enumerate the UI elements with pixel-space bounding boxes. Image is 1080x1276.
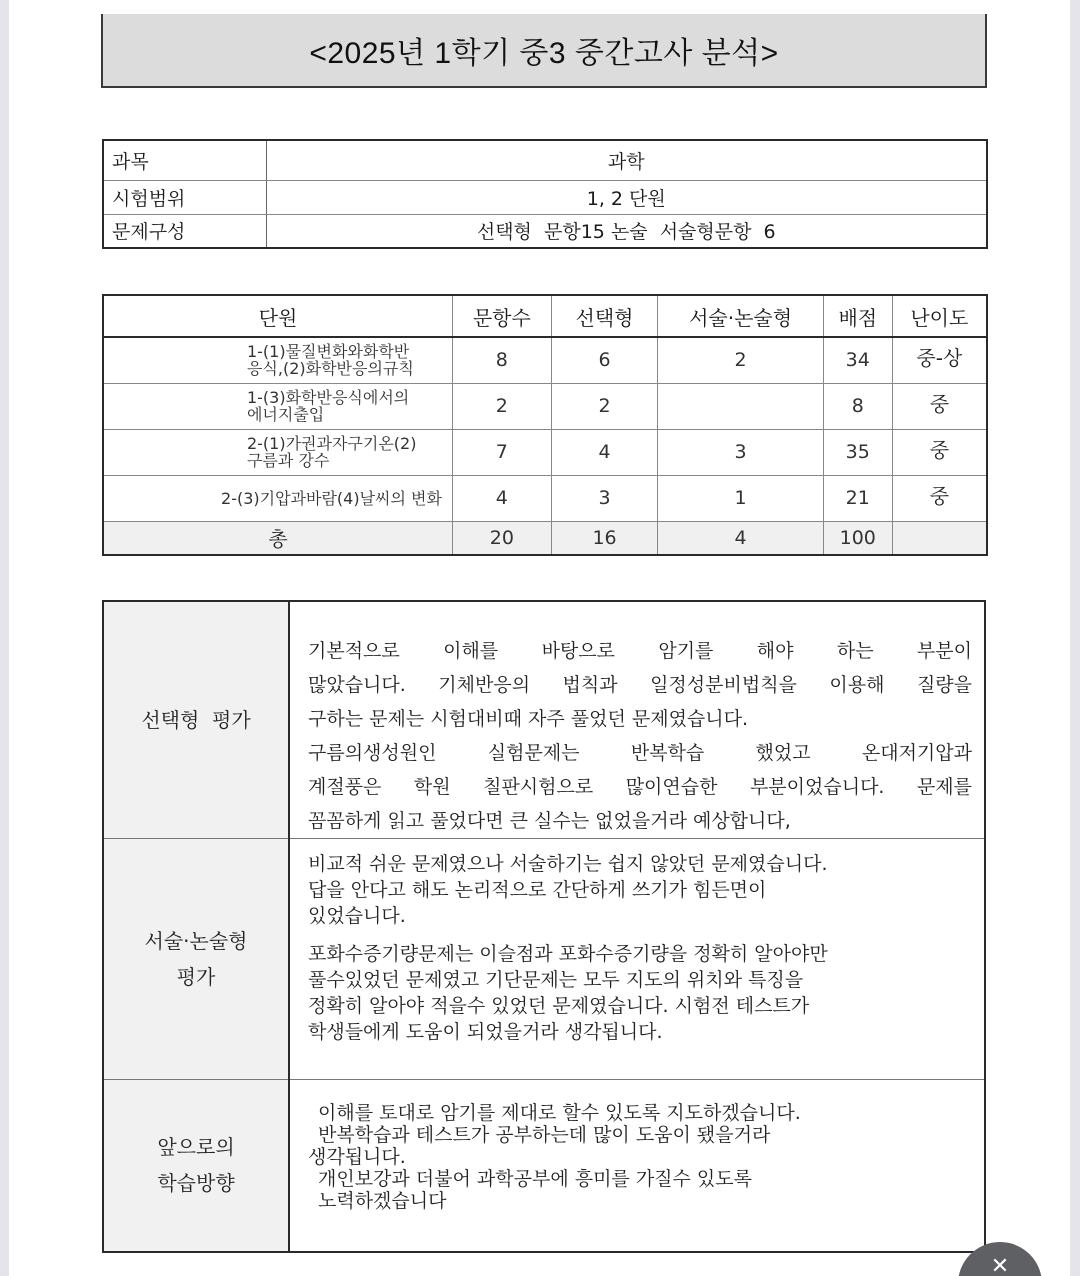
unit-name (103, 383, 452, 429)
choice-cell: 2 (551, 383, 658, 429)
info-row-subject (103, 140, 987, 180)
header-score: 배점 (823, 295, 892, 337)
info-row-composition (103, 214, 987, 248)
future-direction-row (103, 1080, 985, 1252)
text-line: 이해를 토대로 암기를 제대로 할수 있도록 지도하겠습니다. (318, 1102, 801, 1124)
label-line: 앞으로의 (157, 1135, 235, 1160)
unit-line: 에너지출입 (246, 405, 325, 424)
text-line: 꼼꼼하게 읽고 풀었다면 큰 실수는 없었을거라 예상합니다, (308, 810, 791, 832)
info-value: 선택형 문항15 논술 서술형문항 6 (266, 214, 987, 248)
text-line: 기본적으로 이해를 바탕으로 암기를 해야 하는 부분이 (308, 640, 972, 662)
choice-evaluation-text (289, 601, 985, 839)
count-cell: 8 (452, 337, 551, 383)
left-edge-strip (0, 0, 9, 1276)
essay-evaluation-row (103, 839, 985, 1080)
text-line: 많았습니다. 기체반응의 법칙과 일정성분비법칙을 이용해 질량을 (308, 674, 972, 696)
difficulty-cell: 중 (892, 429, 987, 475)
table-row (103, 475, 987, 521)
choice-cell: 6 (551, 337, 658, 383)
total-score: 100 (823, 521, 892, 555)
future-direction-label (103, 1080, 289, 1252)
total-count: 20 (452, 521, 551, 555)
text-line: 비교적 쉬운 문제였으나 서술하기는 쉽지 않았던 문제였습니다. (308, 853, 828, 875)
text-line: 정확히 알아야 적을수 있었던 문제였습니다. 시험전 테스트가 (308, 995, 810, 1017)
essay-cell: 2 (658, 337, 823, 383)
total-essay: 4 (658, 521, 823, 555)
document-title: <2025년 1학기 중3 중간고사 분석> (309, 37, 779, 70)
label-line: 서술·논술형 (144, 929, 248, 953)
count-cell: 7 (452, 429, 551, 475)
text-line: 생각됩니다. (308, 1146, 406, 1168)
right-edge-strip (1070, 0, 1080, 1276)
header-essay: 서술·논술형 (658, 295, 823, 337)
total-difficulty (892, 521, 987, 555)
info-label: 문제구성 (103, 214, 266, 248)
count-cell: 2 (452, 383, 551, 429)
label-line: 학습방향 (157, 1171, 235, 1196)
unit-name (103, 429, 452, 475)
text-line: 답을 안다고 해도 논리적으로 간단하게 쓰기가 힘든면이 (308, 879, 767, 901)
header-choice: 선택형 (551, 295, 658, 337)
header-difficulty: 난이도 (892, 295, 987, 337)
label-line: 평가 (176, 965, 216, 989)
info-row-range (103, 180, 987, 214)
text-line: 계절풍은 학원 칠판시험으로 많이연습한 부분이었습니다. 문제를 (308, 776, 972, 798)
text-line: 포화수증기량문제는 이슬점과 포화수증기량을 정확히 알아야만 (308, 943, 828, 965)
text-line: 개인보강과 더불어 과학공부에 흥미를 가질수 있도록 (318, 1168, 752, 1190)
essay-cell: 1 (658, 475, 823, 521)
unit-line: 2-(3)기압과바람(4)날씨의 변화 (221, 488, 442, 508)
essay-evaluation-label (103, 839, 289, 1080)
score-cell: 21 (823, 475, 892, 521)
unit-line: 2-(1)가권과자구기온(2) (246, 434, 417, 453)
document-title-box (101, 14, 987, 88)
total-choice: 16 (551, 521, 658, 555)
count-cell: 4 (452, 475, 551, 521)
unit-stats-table (102, 294, 988, 556)
choice-evaluation-label: 선택형 평가 (103, 601, 289, 839)
score-cell: 8 (823, 383, 892, 429)
unit-line: 구름과 강수 (246, 451, 330, 470)
future-direction-text (289, 1080, 985, 1252)
table-row (103, 429, 987, 475)
evaluation-table (102, 600, 986, 1253)
close-icon: ✕ (990, 1254, 1010, 1276)
unit-name (103, 337, 452, 383)
header-count: 문항수 (452, 295, 551, 337)
unit-line: 응식,(2)화학반응의규칙 (246, 359, 414, 379)
choice-cell: 3 (551, 475, 658, 521)
text-line: 반복학습과 테스트가 공부하는데 많이 도움이 됐을거라 (318, 1124, 771, 1146)
text-line: 학생들에게 도움이 되었을거라 생각됩니다. (308, 1021, 663, 1043)
difficulty-cell: 중 (892, 383, 987, 429)
score-cell: 34 (823, 337, 892, 383)
unit-line: 1-(3)화학반응식에서의 (246, 388, 410, 407)
choice-evaluation-row (103, 601, 985, 839)
difficulty-cell: 중-상 (892, 337, 987, 383)
unit-line: 1-(1)물질변화와화학반 (246, 342, 410, 362)
choice-cell: 4 (551, 429, 658, 475)
exam-info-table (102, 139, 988, 249)
unit-name (103, 475, 452, 521)
info-value: 과학 (266, 140, 987, 180)
text-line: 구름의생성원인 실험문제는 반복학습 했었고 온대저기압과 (308, 742, 972, 764)
text-line: 있었습니다. (308, 905, 406, 927)
difficulty-cell: 중 (892, 475, 987, 521)
table-row (103, 337, 987, 383)
score-cell: 35 (823, 429, 892, 475)
essay-cell (658, 383, 823, 429)
stats-header-row (103, 295, 987, 337)
text-line: 풀수있었던 문제였고 기단문제는 모두 지도의 위치와 특징을 (308, 969, 804, 991)
essay-cell: 3 (658, 429, 823, 475)
text-line: 구하는 문제는 시험대비때 자주 풀었던 문제였습니다. (308, 708, 749, 730)
essay-evaluation-text (289, 839, 985, 1080)
total-label: 총 (103, 521, 452, 555)
info-label: 시험범위 (103, 180, 266, 214)
info-label: 과목 (103, 140, 266, 180)
text-line: 노력하겠습니다 (318, 1190, 447, 1212)
table-row (103, 383, 987, 429)
header-unit: 단원 (103, 295, 452, 337)
info-value: 1, 2 단원 (266, 180, 987, 214)
total-row (103, 521, 987, 555)
